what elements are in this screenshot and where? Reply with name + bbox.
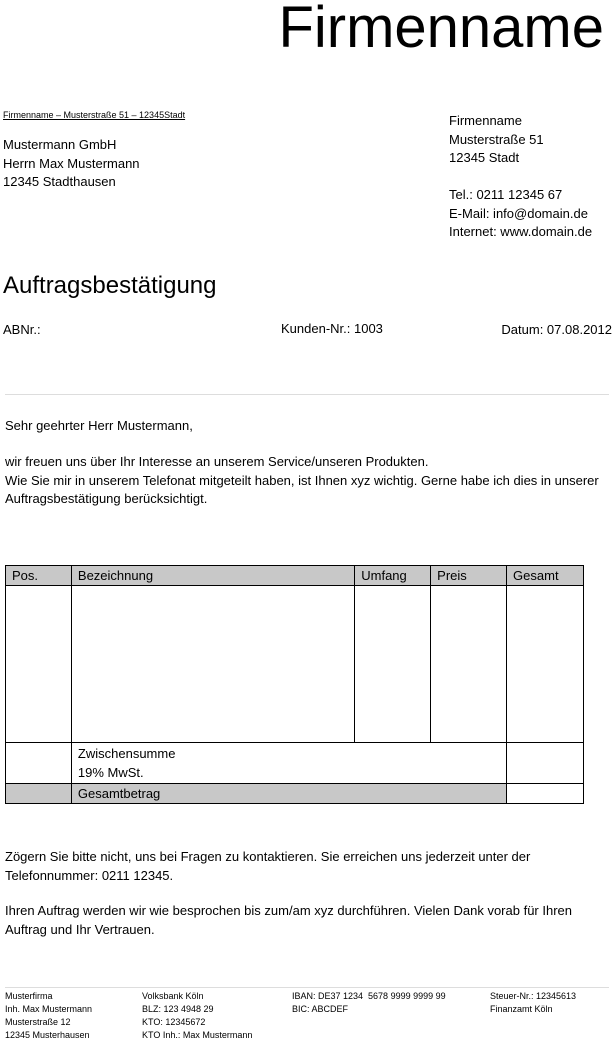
footer-line: Musterfirma — [5, 991, 53, 1001]
cell-subtotal-value — [507, 743, 584, 784]
footer-line: IBAN: DE37 1234 5678 9999 9999 99 — [292, 991, 446, 1001]
sender-return-line: Firmenname – Musterstraße 51 – 12345Stadt — [3, 110, 186, 120]
order-items-table — [5, 565, 584, 804]
table-row-subtotal — [6, 743, 584, 784]
total-label: Gesamtbetrag — [71, 784, 506, 804]
ab-number: ABNr.: — [3, 322, 41, 337]
cell-pos — [6, 586, 72, 743]
document-date: Datum: 07.08.2012 — [501, 322, 612, 337]
table-row-empty — [6, 586, 584, 743]
sender-contact-block — [449, 112, 592, 242]
table-row-total — [6, 784, 584, 804]
footer-divider — [5, 987, 609, 988]
cell-total — [507, 586, 584, 743]
cell-subtotal-labels — [71, 743, 506, 784]
cell-subtotal-spacer — [6, 743, 72, 784]
customer-number: Kunden-Nr.: 1003 — [281, 321, 383, 336]
header-quantity: Umfang — [355, 566, 431, 586]
letter-outro-thanks: Ihren Auftrag werden wir wie besprochen bis zum/am xyz durchführen. Vielen Dank vorab für Ihren Auftrag und Ihr Vertrauen. — [5, 903, 572, 937]
header-pos: Pos. — [6, 566, 72, 586]
footer-line: Volksbank Köln — [142, 991, 204, 1001]
cell-total-spacer — [6, 784, 72, 804]
contact-street: Musterstraße 51 — [449, 131, 544, 147]
header-price: Preis — [431, 566, 507, 586]
table-header-row — [6, 566, 584, 586]
contact-website: Internet: www.domain.de — [449, 224, 593, 239]
footer-tax — [490, 990, 576, 1016]
recipient-person: Herrn Max Mustermann — [3, 155, 140, 171]
company-name-title: Firmenname — [278, 0, 604, 60]
tax-label: 19% MwSt. — [77, 765, 144, 780]
cell-price — [431, 586, 507, 743]
footer-line: Inh. Max Mustermann — [5, 1004, 93, 1014]
contact-email: E-Mail: info@domain.de — [449, 205, 588, 221]
cell-quantity — [355, 586, 431, 743]
footer-line: BLZ: 123 4948 29 — [142, 1004, 214, 1014]
recipient-company: Mustermann GmbH — [3, 137, 117, 152]
contact-name: Firmenname — [449, 113, 522, 128]
footer-line: KTO Inh.: Max Mustermann — [142, 1030, 253, 1040]
subtotal-label: Zwischensumme — [77, 746, 176, 761]
footer-iban — [292, 990, 446, 1016]
divider — [5, 394, 609, 395]
footer-company — [5, 990, 92, 1042]
cell-total-value — [507, 784, 584, 804]
footer-line: Finanzamt Köln — [490, 1004, 553, 1014]
footer-line: Musterstraße 12 — [5, 1017, 71, 1027]
footer-bank — [142, 990, 252, 1042]
footer-line: Steuer-Nr.: 12345613 — [490, 991, 577, 1001]
document-title: Auftragsbestätigung — [3, 272, 217, 299]
cell-description — [71, 586, 354, 743]
recipient-address — [3, 136, 140, 192]
header-description: Bezeichnung — [71, 566, 354, 586]
footer-line: BIC: ABCDEF — [292, 1004, 349, 1014]
recipient-city: 12345 Stadthausen — [3, 174, 116, 189]
letter-greeting: Sehr geehrter Herr Mustermann, — [5, 418, 193, 433]
contact-phone: Tel.: 0211 12345 67 — [449, 187, 563, 202]
intro-paragraph-2: Wie Sie mir in unserem Telefonat mitgeteilt haben, ist Ihnen xyz wichtig. Gerne habe ich dies in unserer Auftragsbestätigung berücksichtigt. — [5, 472, 599, 506]
letter-intro — [5, 453, 605, 509]
header-total: Gesamt — [507, 566, 584, 586]
contact-city: 12345 Stadt — [449, 150, 520, 165]
footer-line: 12345 Musterhausen — [5, 1030, 90, 1040]
intro-paragraph-1: wir freuen uns über Ihr Interesse an unserem Service/unseren Produkten. — [5, 454, 429, 469]
footer-line: KTO: 12345672 — [142, 1017, 206, 1027]
letter-outro-contact: Zögern Sie bitte nicht, uns bei Fragen zu kontaktieren. Sie erreichen uns jederzeit unter der Telefonnummer: 0211 12345. — [5, 849, 531, 883]
